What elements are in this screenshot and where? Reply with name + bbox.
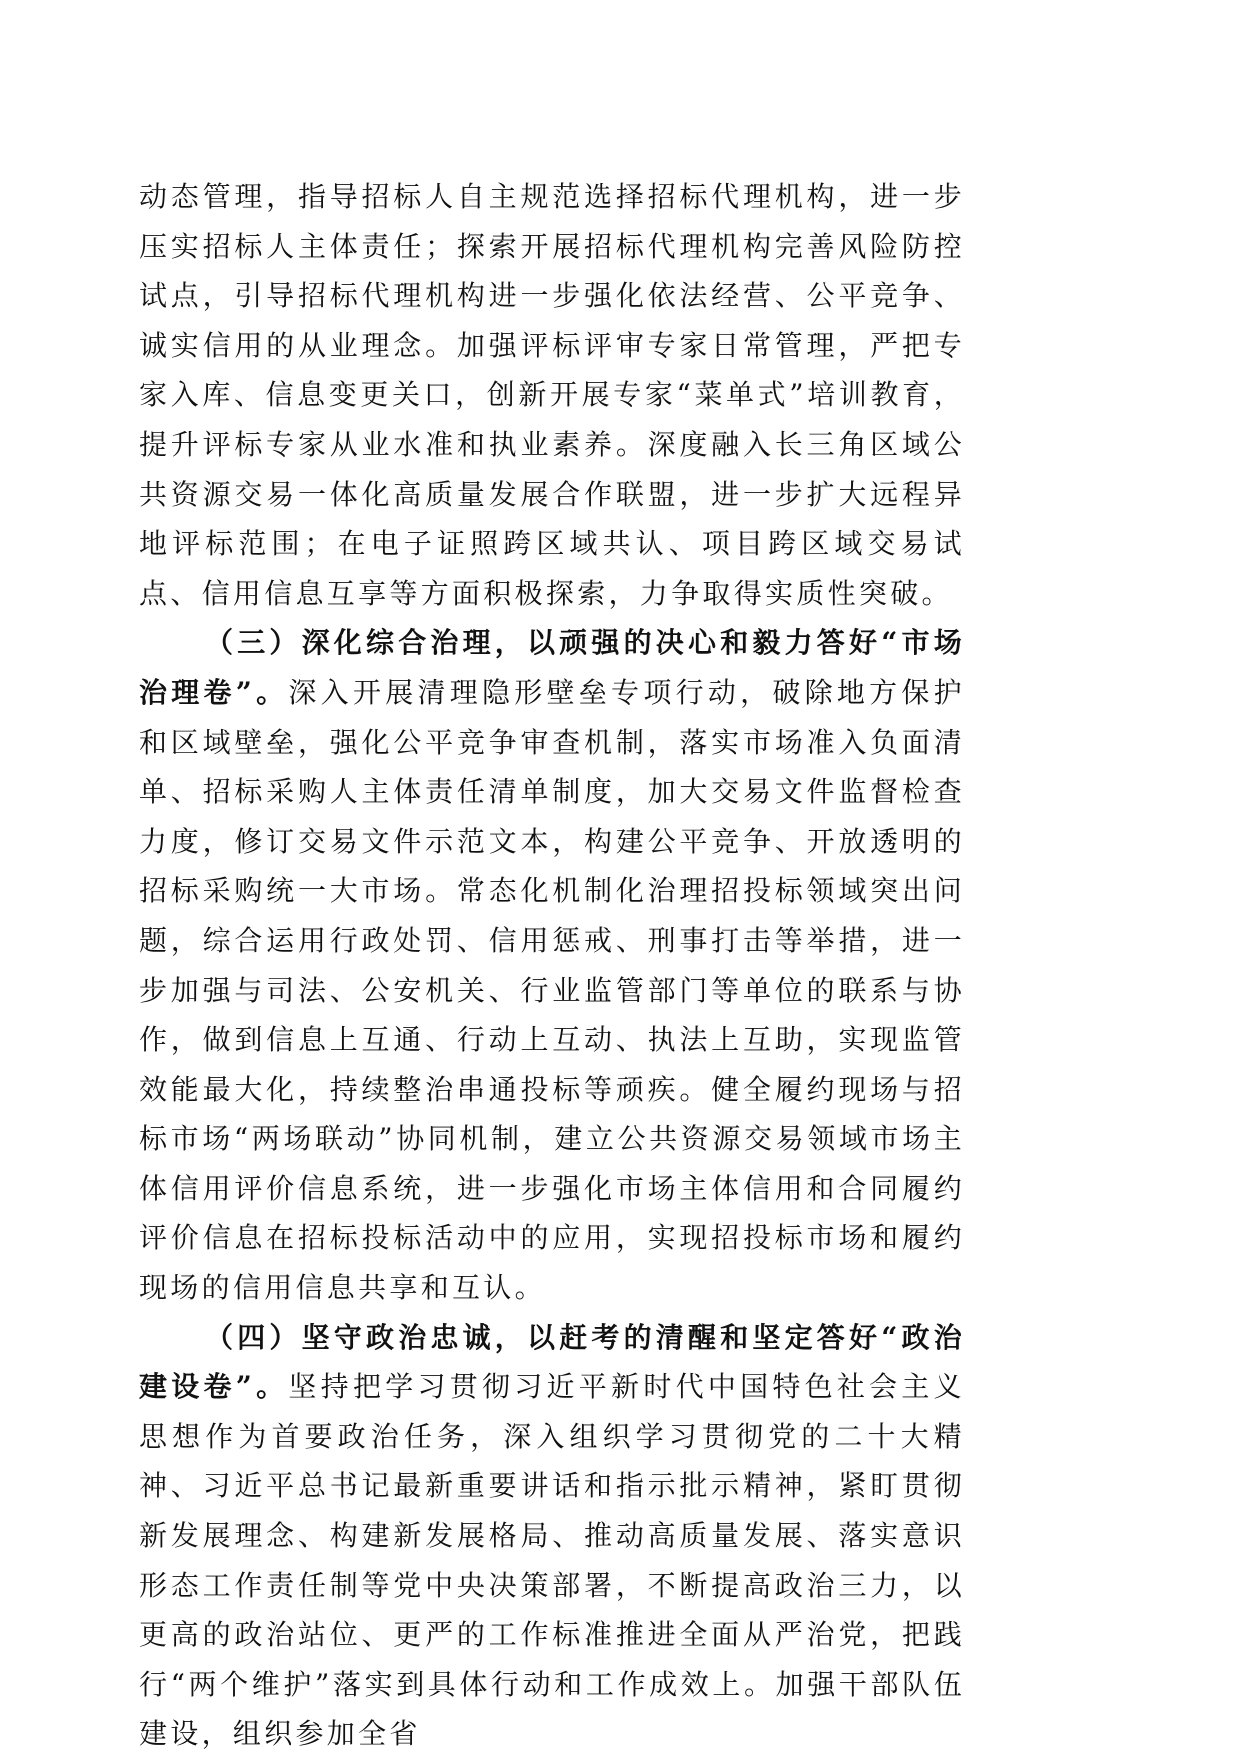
paragraph-text: 动态管理，指导招标人自主规范选择招标代理机构，进一步压实招标人主体责任；探索开展招标代理机构完善风险防控试点，引导招标代理机构进一步强化依法经营、公平竞争、诚实信用的从业理念。加强评标评审专家日常管理，严把专家入库、信息变更关口，创新开展专家“菜单式”培训教育，提升评标专家从业水准和执业素养。深度融入长三角区域公共资源交易一体化高质量发展合作联盟，进一步扩大远程异地评标范围；在电子证照跨区域共认、项目跨区域交易试点、信用信息互享等方面积极探索，力争取得实质性突破。 xyxy=(139,180,965,610)
paragraph-text: 深入开展清理隐形壁垒专项行动，破除地方保护和区域壁垒，强化公平竞争审查机制，落实市场准入负面清单、招标采购人主体责任清单制度，加大交易文件监督检查力度，修订交易文件示范文本，构建公平竞争、开放透明的招标采购统一大市场。常态化机制化治理招投标领域突出问题，综合运用行政处罚、信用惩戒、刑事打击等举措，进一步加强与司法、公安机关、行业监管部门等单位的联系与协作，做到信息上互通、行动上互动、执法上互助，实现监管效能最大化，持续整治串通投标等顽疾。健全履约现场与招标市场“两场联动”协同机制，建立公共资源交易领域市场主体信用评价信息系统，进一步强化市场主体信用和合同履约评价信息在招标投标活动中的应用，实现招投标市场和履约现场的信用信息共享和互认。 xyxy=(139,675,965,1305)
paragraph-section-three xyxy=(139,618,965,1312)
section-heading-three: （三）深化综合治理，以顽强的决心和毅力答好“市场治理卷”。 xyxy=(139,626,965,709)
paragraph-text: 坚持把学习贯彻习近平新时代中国特色社会主义思想作为首要政治任务，深入组织学习贯彻党的二十大精神、习近平总书记最新重要讲话和指示批示精神，紧盯贯彻新发展理念、构建新发展格局、推动高质量发展、落实意识形态工作责任制等党中央决策部署，不断提高政治三力，以更高的政治站位、更严的工作标准推进全面从严治党，把践行“两个维护”落实到具体行动和工作成效上。加强干部队伍建设，组织参加全省 xyxy=(139,1370,965,1751)
paragraph-continuation xyxy=(139,172,965,618)
paragraph-section-four xyxy=(139,1313,965,1759)
section-heading-four: （四）坚守政治忠诚，以赶考的清醒和坚定答好“政治建设卷”。 xyxy=(139,1320,965,1404)
document-body xyxy=(139,172,965,1759)
